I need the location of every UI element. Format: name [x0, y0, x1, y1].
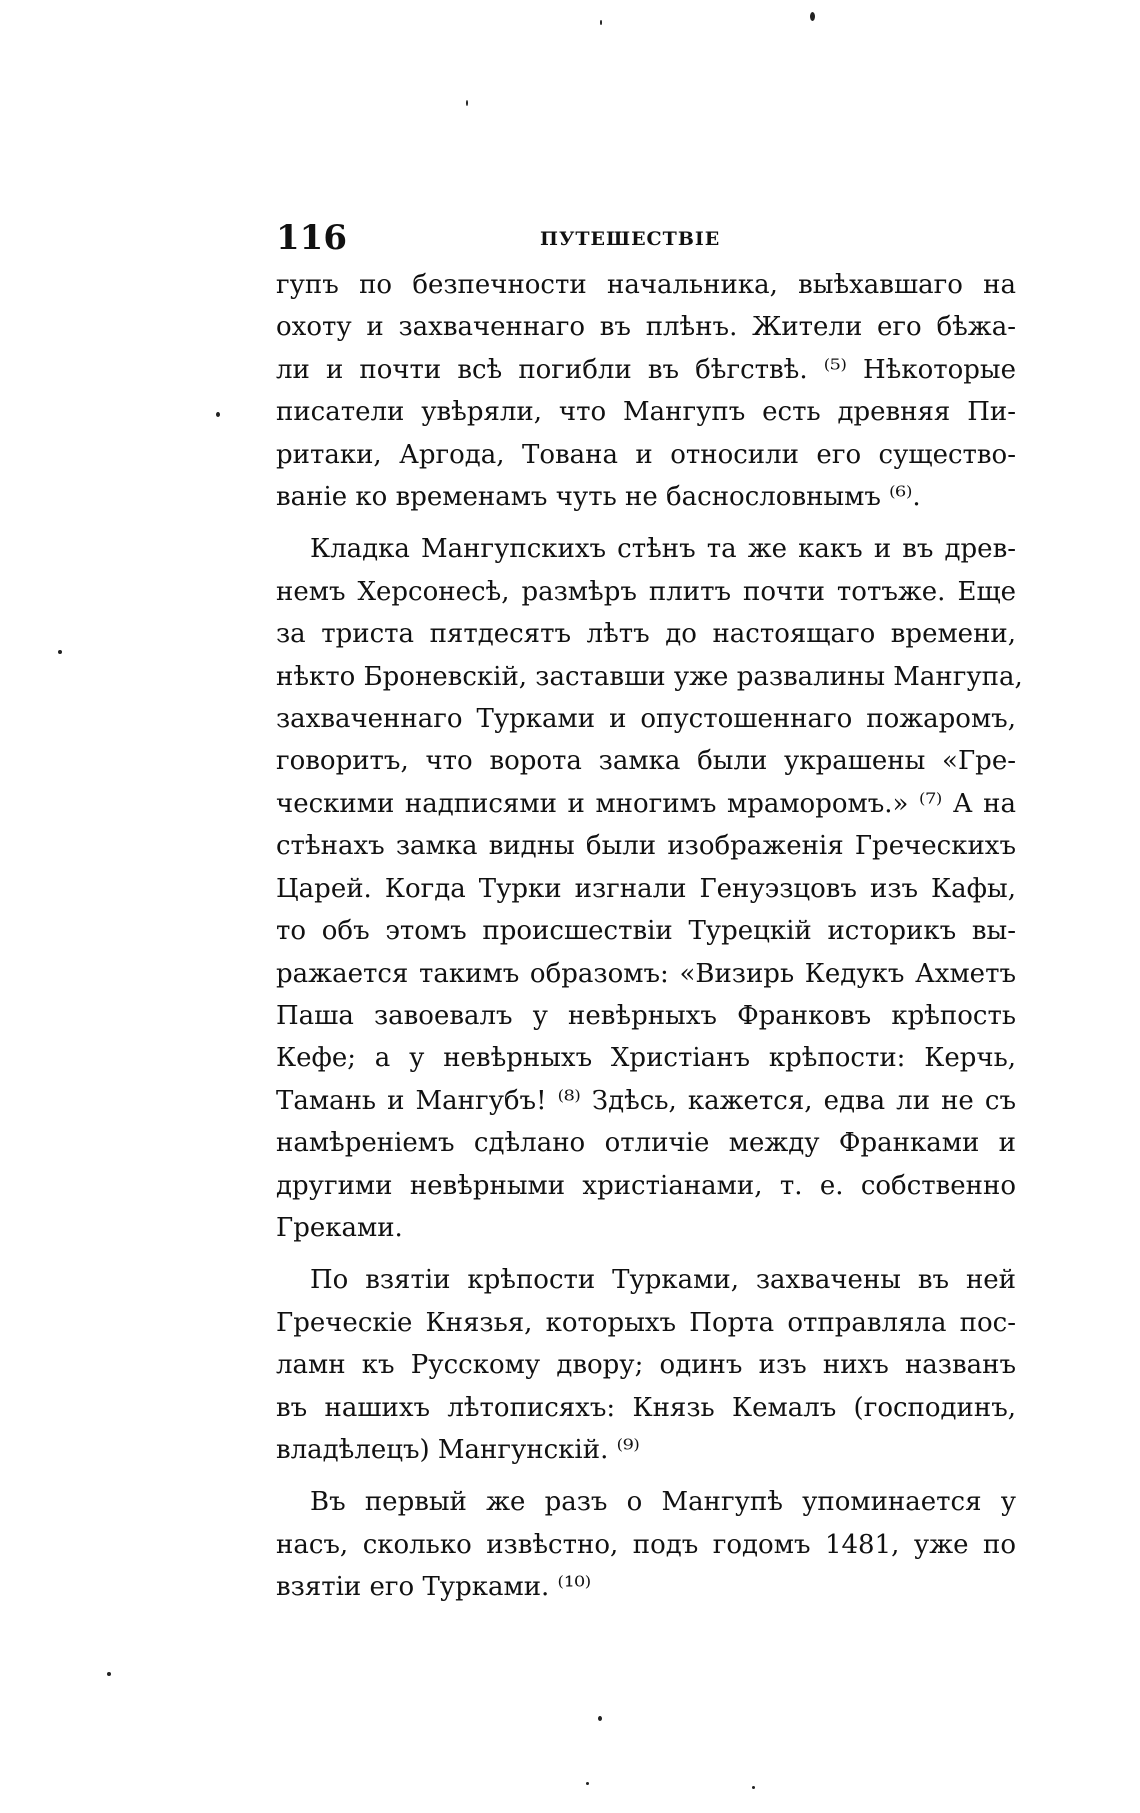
text-line: Царей. Когда Турки изгнали Генуэзцовъ изъ Кафы, — [276, 873, 1016, 904]
text-line: охоту и захваченнаго въ плѣнъ. Жители его бѣжа- — [276, 312, 1016, 343]
paragraph-1 — [276, 264, 1016, 518]
scan-speck — [216, 412, 220, 417]
text-line: По взятіи крѣпости Турками, захвачены въ ней — [310, 1265, 1016, 1296]
text-line: намѣреніемъ сдѣлано отличіе между Франками и — [276, 1128, 1016, 1159]
text-line: Греческіе Князья, которыхъ Порта отправляла пос- — [276, 1307, 1016, 1338]
scan-speck — [58, 650, 62, 654]
text-line: Тамань и Мангубъ! ⁽⁸⁾ Здѣсь, кажется, едва ли не съ — [276, 1085, 1016, 1116]
text-line: ритаки, Аргода, Тована и относили его существо- — [276, 439, 1016, 470]
page-number: 116 — [276, 218, 347, 258]
paragraph-3 — [276, 1259, 1016, 1471]
text-line: ламн къ Русскому двору; одинъ изъ нихъ названъ — [276, 1350, 1016, 1381]
text-line: захваченнаго Турками и опустошеннаго пожаромъ, — [276, 704, 1016, 735]
text-line: стѣнахъ замка видны были изображенія Греческихъ — [276, 831, 1016, 862]
text-line: владѣлецъ) Мангунскій. ⁽⁹⁾ — [276, 1434, 640, 1465]
text-line: Въ первый же разъ о Мангупѣ упоминается у — [310, 1487, 1016, 1518]
scan-speck — [600, 20, 602, 25]
scan-speck — [810, 12, 815, 21]
text-line: другими невѣрными христіанами, т. е. собственно — [276, 1170, 1016, 1201]
paragraph-4 — [276, 1481, 1016, 1608]
scan-speck — [107, 1672, 111, 1676]
text-line: Греками. — [276, 1212, 403, 1243]
text-line: насъ, сколько извѣстно, подъ годомъ 1481, уже по — [276, 1529, 1016, 1560]
running-head: ПУТЕШЕСТВІЕ — [540, 228, 721, 250]
text-line: ческими надписями и многимъ мраморомъ.» ⁽⁷⁾ А на — [276, 788, 1016, 819]
text-line: Паша завоевалъ у невѣрныхъ Франковъ крѣпость — [276, 1000, 1016, 1031]
text-line: Кладка Мангупскихъ стѣнъ та же какъ и въ древ- — [310, 534, 1016, 565]
text-line: Кефе; а у невѣрныхъ Христіанъ крѣпости: Керчь, — [276, 1043, 1016, 1074]
scan-speck — [586, 1782, 589, 1785]
text-line: писатели увѣряли, что Мангупъ есть древняя Пи- — [276, 397, 1016, 428]
text-line: взятіи его Турками. ⁽¹⁰⁾ — [276, 1572, 592, 1603]
text-line: нѣкто Броневскій, заставши уже развалины Мангупа, — [276, 661, 1023, 692]
scan-speck — [752, 1786, 755, 1789]
body-text — [276, 264, 1023, 1609]
text-line: говоритъ, что ворота замка были украшены «Гре- — [276, 746, 1016, 777]
text-line: немъ Херсонесѣ, размѣръ плитъ почти тотъже. Еще — [276, 576, 1016, 607]
text-line: въ нашихъ лѣтописяхъ: Князь Кемалъ (господинъ, — [276, 1392, 1016, 1423]
text-line: ли и почти всѣ погибли въ бѣгствѣ. ⁽⁵⁾ Нѣкоторые — [276, 354, 1016, 385]
scan-speck — [598, 1716, 602, 1721]
page-header — [276, 218, 1016, 258]
text-line: за триста пятдесятъ лѣтъ до настоящаго времени, — [276, 619, 1016, 650]
text-line: ражается такимъ образомъ: «Визирь Кедукъ Ахметъ — [276, 958, 1016, 989]
paragraph-2 — [276, 528, 1023, 1249]
text-line: гупъ по безпечности начальника, выѣхавшаго на — [276, 270, 1016, 300]
text-line: то объ этомъ происшествіи Турецкій историкъ вы- — [276, 916, 1016, 947]
text-line: ваніе ко временамъ чуть не баснословнымъ ⁽⁶⁾. — [276, 482, 921, 513]
scan-speck — [466, 100, 468, 106]
